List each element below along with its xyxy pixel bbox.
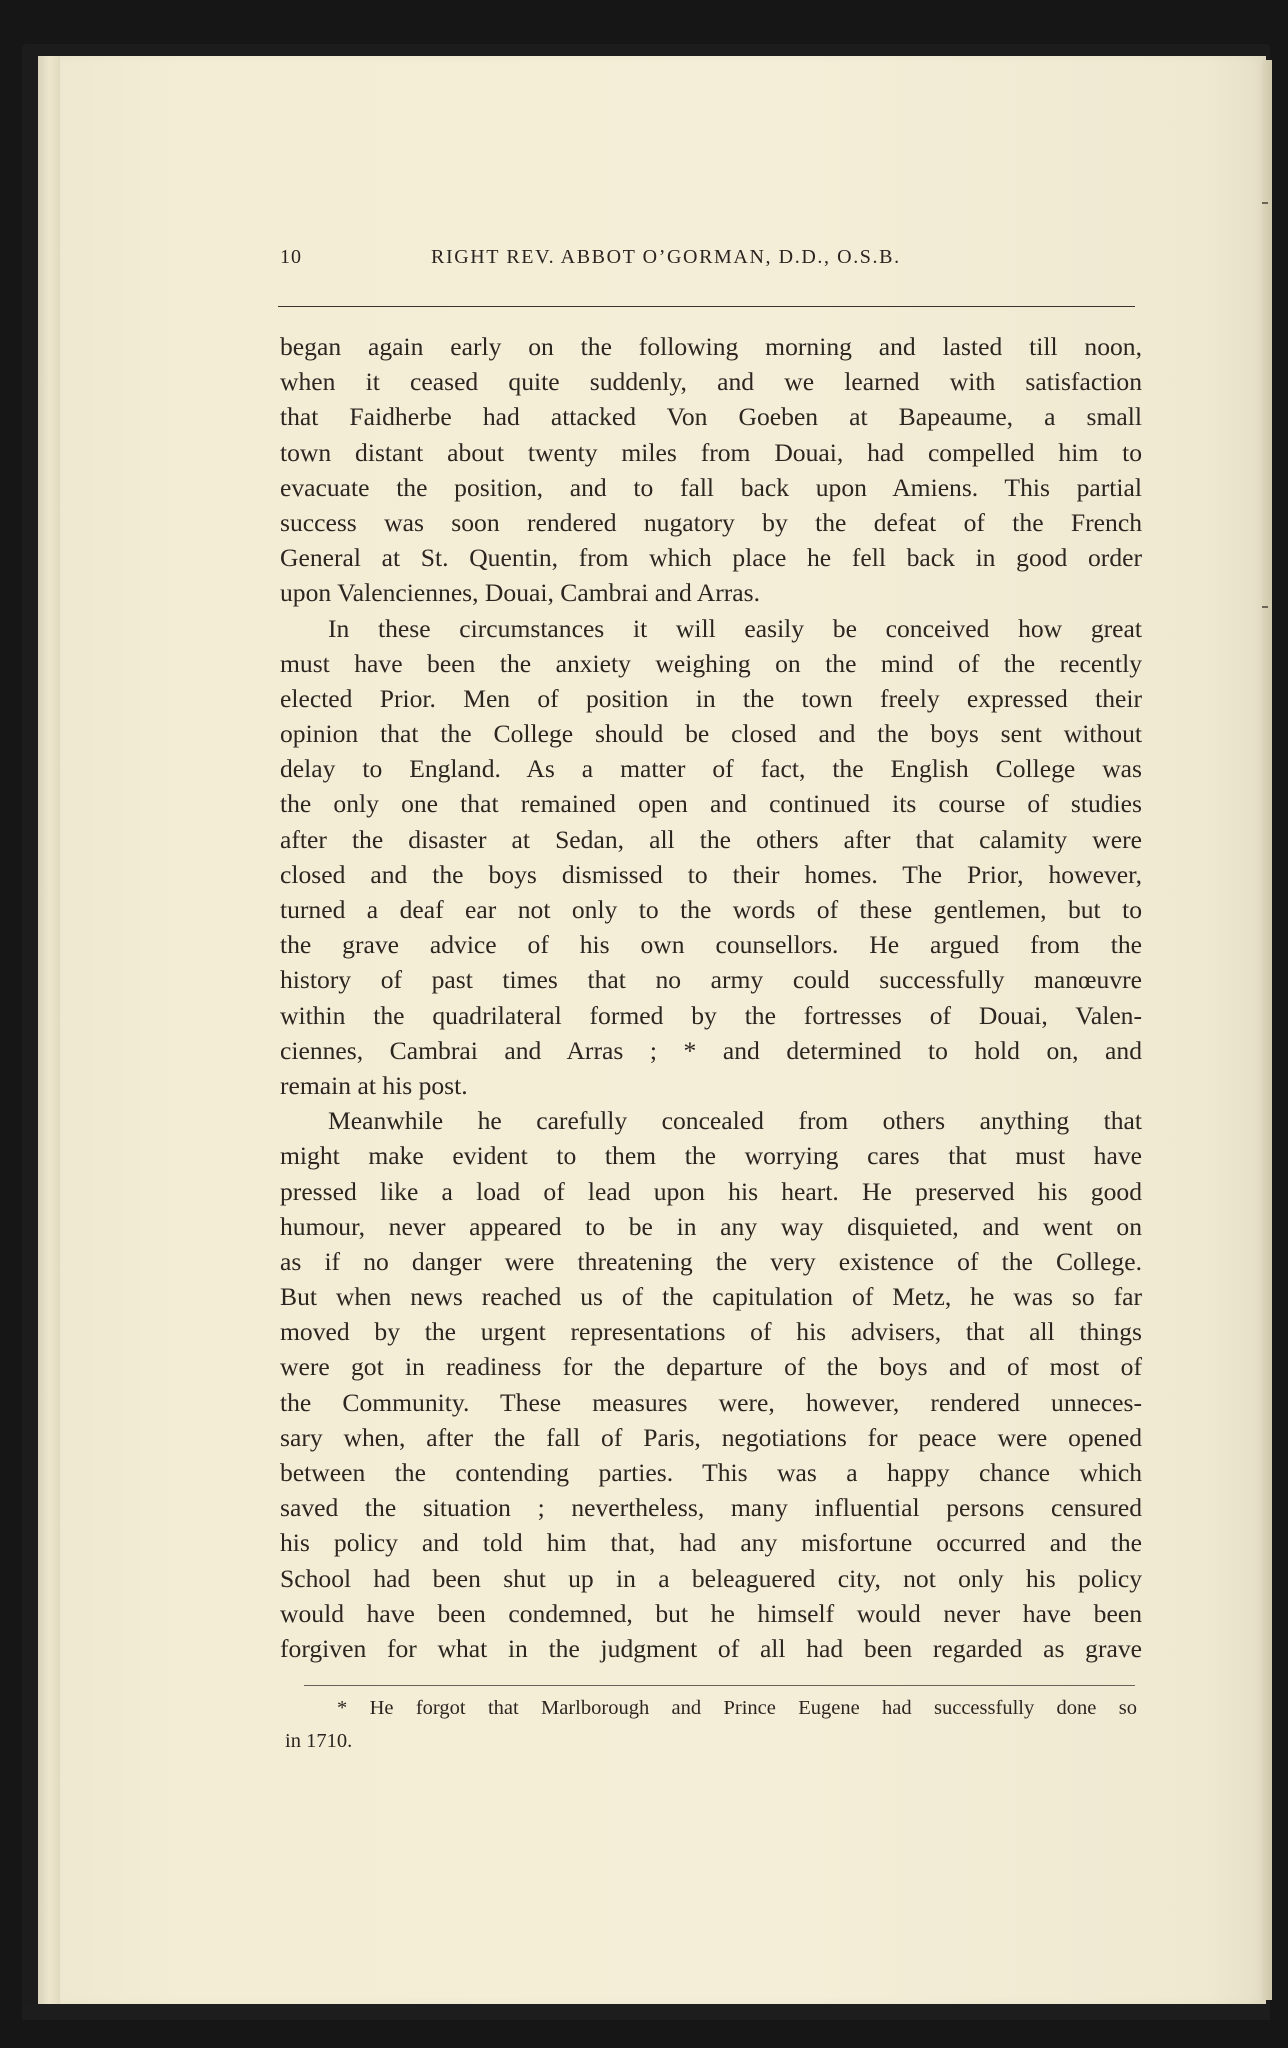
text-line: opinion that the College should be closed and the boys sent without xyxy=(280,719,1142,749)
text-line: closed and the boys dismissed to their homes. The Prior, however, xyxy=(280,859,1142,889)
text-line: In these circumstances it will easily be conceived how great xyxy=(328,613,1142,643)
text-line: forgiven for what in the judgment of all had been regarded as grave xyxy=(280,1633,1142,1663)
running-head-rule xyxy=(278,306,1135,307)
running-head xyxy=(278,246,1138,282)
margin-mark xyxy=(1262,606,1268,608)
text-line: his policy and told him that, had any misfortune occurred and the xyxy=(280,1528,1142,1558)
footnote-line: in 1710. xyxy=(285,1730,353,1752)
text-line: when it ceased quite suddenly, and we learned with satisfaction xyxy=(280,367,1142,397)
text-line: But when news reached us of the capitulation of Metz, he was so far xyxy=(280,1282,1142,1312)
text-line: humour, never appeared to be in any way disquieted, and went on xyxy=(280,1211,1142,1241)
text-line: town distant about twenty miles from Douai, had compelled him to xyxy=(280,437,1142,467)
text-line: after the disaster at Sedan, all the others after that calamity were xyxy=(280,824,1142,854)
text-line: the grave advice of his own counsellors. He argued from the xyxy=(280,930,1142,960)
text-line: saved the situation ; nevertheless, many influential persons censured xyxy=(280,1493,1142,1523)
text-line: began again early on the following morning and lasted till noon, xyxy=(280,332,1142,361)
margin-mark xyxy=(1262,202,1268,204)
text-line: ciennes, Cambrai and Arras ; * and determined to hold on, and xyxy=(280,1035,1142,1065)
text-line: as if no danger were threatening the very existence of the College. xyxy=(280,1246,1142,1276)
text-line: moved by the urgent representations of his advisers, that all things xyxy=(280,1317,1142,1347)
text-line: General at St. Quentin, from which place he fell back in good order xyxy=(280,543,1142,573)
text-line: School had been shut up in a beleaguered city, not only his policy xyxy=(280,1563,1142,1593)
text-line: Meanwhile he carefully concealed from others anything that xyxy=(328,1106,1142,1136)
text-line: that Faidherbe had attacked Von Goeben at Bapeaume, a small xyxy=(280,402,1142,432)
page-number: 10 xyxy=(280,246,302,268)
text-line: elected Prior. Men of position in the town freely expressed their xyxy=(280,683,1142,713)
text-line: delay to England. As a matter of fact, the English College was xyxy=(280,754,1142,784)
text-line: upon Valenciennes, Douai, Cambrai and Arras. xyxy=(280,578,760,608)
text-line: evacuate the position, and to fall back upon Amiens. This partial xyxy=(280,472,1142,502)
text-line: turned a deaf ear not only to the words of these gentlemen, but to xyxy=(280,895,1142,924)
text-line: might make evident to them the worrying cares that must have xyxy=(280,1141,1142,1171)
text-line: the Community. These measures were, however, rendered unneces- xyxy=(280,1387,1142,1417)
text-line: between the contending parties. This was a happy chance which xyxy=(280,1458,1142,1487)
footnote xyxy=(285,1692,1137,1758)
text-line: sary when, after the fall of Paris, negotiations for peace were opened xyxy=(280,1422,1142,1452)
page-right-edge xyxy=(1262,60,1272,2000)
text-line: must have been the anxiety weighing on the mind of the recently xyxy=(280,648,1142,678)
text-line: the only one that remained open and continued its course of studies xyxy=(280,789,1142,819)
text-line: remain at his post. xyxy=(280,1070,468,1100)
text-line: within the quadrilateral formed by the fortresses of Douai, Valen- xyxy=(280,1000,1142,1030)
book-bottom-edge xyxy=(22,2004,1270,2020)
running-head-title: RIGHT REV. ABBOT O’GORMAN, D.D., O.S.B. xyxy=(431,246,901,268)
text-line: would have been condemned, but he himself would never have been xyxy=(280,1598,1142,1628)
text-line: pressed like a load of lead upon his heart. He preserved his good xyxy=(280,1176,1142,1206)
footnote-rule xyxy=(304,1685,1135,1686)
text-line: success was soon rendered nugatory by the defeat of the French xyxy=(280,507,1142,537)
text-line: were got in readiness for the departure of the boys and of most of xyxy=(280,1352,1142,1382)
body-text xyxy=(280,329,1142,1666)
text-line: history of past times that no army could successfully manœuvre xyxy=(280,965,1142,995)
footnote-line: * He forgot that Marlborough and Prince Eugene had successfully done so xyxy=(337,1697,1137,1719)
